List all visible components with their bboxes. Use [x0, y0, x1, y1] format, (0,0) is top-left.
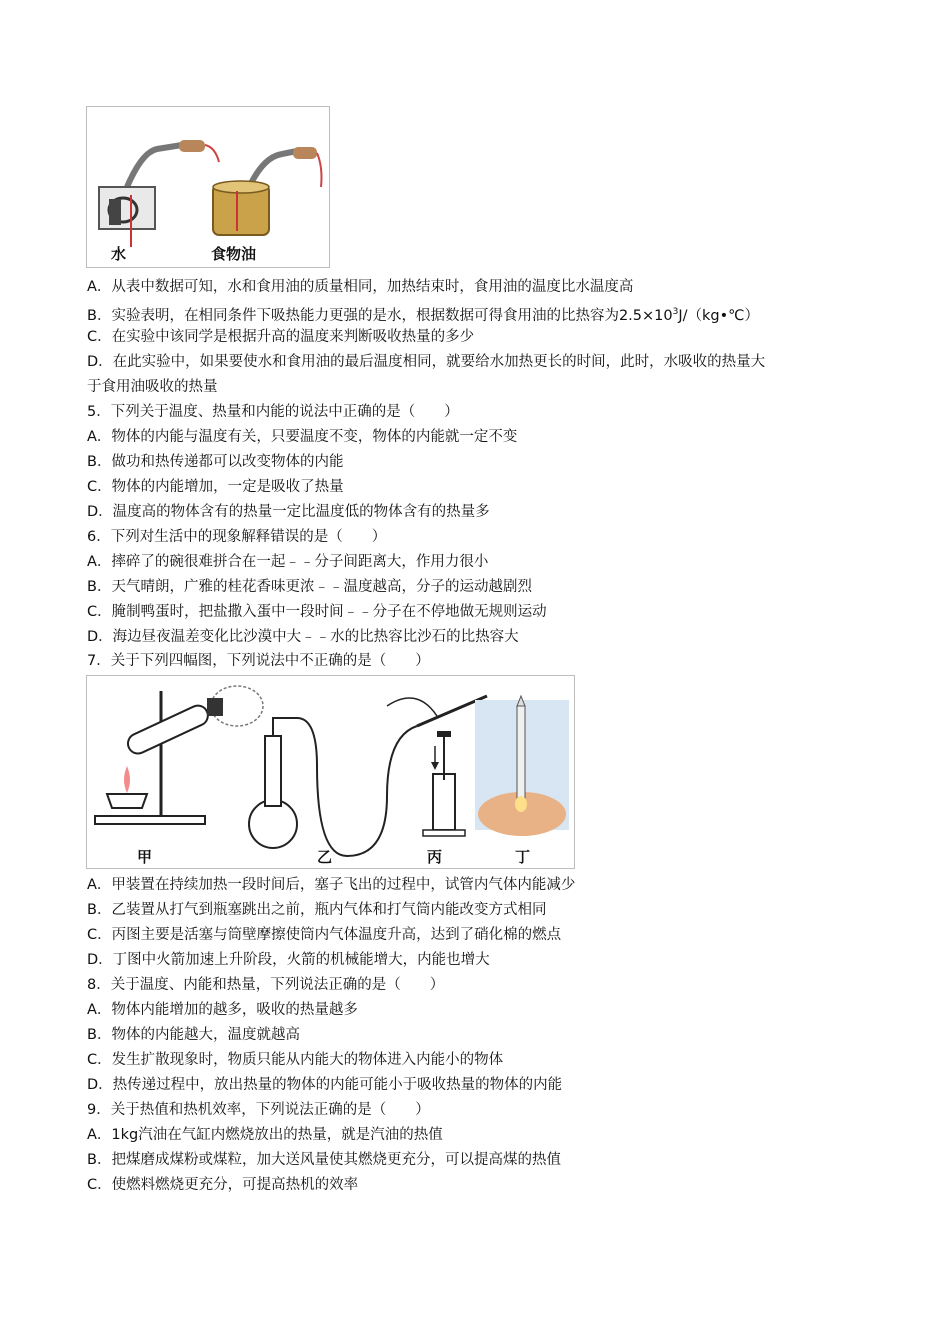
q7-stem: 7．关于下列四幅图，下列说法中不正确的是（ ）	[87, 653, 430, 669]
q6-option-b: B．天气晴朗，广雅的桂花香味更浓﹣﹣温度越高，分子的运动越剧烈	[87, 579, 532, 595]
label-yi: 乙	[317, 848, 333, 866]
label-jia: 甲	[137, 848, 153, 866]
q4-option-b-text: B．实验表明，在相同条件下吸热能力更强的是水，根据数据可得食用油的比热容为2.5×10	[87, 308, 673, 324]
four-panel-illustration	[87, 676, 574, 868]
q4-option-d: D．在此实验中，如果要使水和食用油的最后温度相同，就要给水加热更长的时间，此时，水吸收的热量大	[87, 354, 766, 370]
figure-water-oil	[86, 106, 330, 268]
q5-option-a: A．物体的内能与温度有关，只要温度不变，物体的内能就一定不变	[87, 429, 518, 445]
q8-option-a: A．物体内能增加的越多，吸收的热量越多	[87, 1002, 358, 1018]
q5-stem: 5．下列关于温度、热量和内能的说法中正确的是（ ）	[87, 404, 459, 420]
label-water: 水	[111, 245, 127, 263]
q7-option-d: D．丁图中火箭加速上升阶段，火箭的机械能增大，内能也增大	[87, 952, 490, 968]
q4-option-b-unit: J/（kg•℃）	[678, 308, 759, 324]
q7-option-b: B．乙装置从打气到瓶塞跳出之前，瓶内气体和打气筒内能改变方式相同	[87, 902, 547, 918]
q8-option-c: C．发生扩散现象时，物质只能从内能大的物体进入内能小的物体	[87, 1052, 504, 1068]
q7-option-c: C．丙图主要是活塞与筒壁摩擦使筒内气体温度升高，达到了硝化棉的燃点	[87, 927, 562, 943]
q9-option-a: A．1kg汽油在气缸内燃烧放出的热量，就是汽油的热值	[87, 1127, 443, 1143]
q6-option-a: A．摔碎了的碗很难拼合在一起﹣﹣分子间距离大，作用力很小	[87, 554, 489, 570]
q4-option-a: A．从表中数据可知，水和食用油的质量相同，加热结束时，食用油的温度比水温度高	[87, 279, 634, 295]
q6-option-d: D．海边昼夜温差变化比沙漠中大﹣﹣水的比热容比沙石的比热容大	[87, 629, 519, 645]
q5-option-b: B．做功和热传递都可以改变物体的内能	[87, 454, 344, 470]
q5-option-c: C．物体的内能增加，一定是吸收了热量	[87, 479, 344, 495]
q6-stem: 6．下列对生活中的现象解释错误的是（ ）	[87, 529, 387, 545]
q4-option-b-exponent: 3	[672, 307, 679, 317]
q5-option-d: D．温度高的物体含有的热量一定比温度低的物体含有的热量多	[87, 504, 490, 520]
q4-option-b	[87, 302, 759, 326]
q9-stem: 9．关于热值和热机效率，下列说法正确的是（ ）	[87, 1102, 430, 1118]
q7-option-a: A．甲装置在持续加热一段时间后，塞子飞出的过程中，试管内气体内能减少	[87, 877, 576, 893]
label-bing: 丙	[427, 848, 443, 866]
figure-four-panels	[86, 675, 575, 869]
q9-option-c: C．使燃料燃烧更充分，可提高热机的效率	[87, 1177, 359, 1193]
q8-option-b: B．物体的内能越大，温度就越高	[87, 1027, 300, 1043]
q4-option-d-cont: 于食用油吸收的热量	[87, 379, 218, 395]
q9-option-b: B．把煤磨成煤粉或煤粒，加大送风量使其燃烧更充分，可以提高煤的热值	[87, 1152, 561, 1168]
label-ding: 丁	[515, 848, 531, 866]
q8-stem: 8．关于温度、内能和热量，下列说法正确的是（ ）	[87, 977, 445, 993]
q8-option-d: D．热传递过程中，放出热量的物体的内能可能小于吸收热量的物体的内能	[87, 1077, 563, 1093]
q4-option-c: C．在实验中该同学是根据升高的温度来判断吸收热量的多少	[87, 329, 475, 345]
label-food-oil: 食物油	[211, 245, 257, 263]
q6-option-c: C．腌制鸭蛋时，把盐撒入蛋中一段时间﹣﹣分子在不停地做无规则运动	[87, 604, 547, 620]
